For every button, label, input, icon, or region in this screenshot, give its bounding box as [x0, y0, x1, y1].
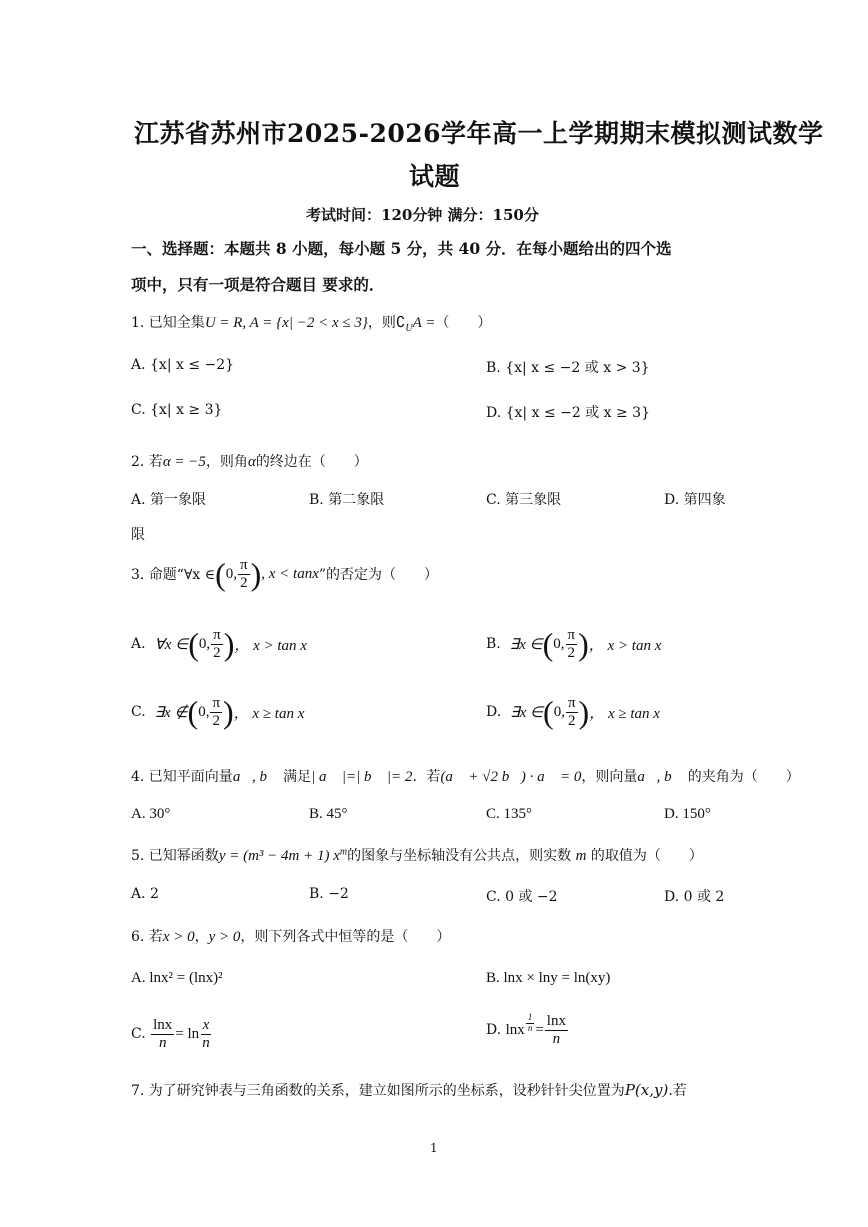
q7-point: P(x,y) [624, 1081, 669, 1099]
q1-math3: A = [412, 315, 436, 331]
q6-suffix: ，则下列各式中恒等的是（ ） [240, 929, 451, 945]
q3-d-quant: ∃x ∈ [510, 704, 544, 721]
q2-prefix: 2. 若 [131, 454, 163, 470]
q3-a-open: ( [188, 626, 199, 662]
question-2 [131, 451, 368, 471]
q3-frac-den: 2 [240, 574, 248, 591]
q6-prefix: 6. 若 [131, 929, 163, 945]
question-7 [131, 1080, 687, 1100]
q1-mid: ，则 [367, 315, 396, 331]
q7-suffix: .若 [668, 1083, 687, 1099]
q5-mid: 的图象与坐标轴没有公共点，则实数 [347, 848, 572, 864]
q1-prefix: 1. 已知全集 [131, 315, 205, 331]
q2-math2: α [247, 454, 256, 470]
q6-option-a: A. lnx² = (lnx)² [131, 970, 223, 986]
q5-option-c: C. 0 或 −2 [486, 889, 558, 905]
q3-b-open: ( [542, 626, 554, 662]
q4-dot-product: (a⃗ + √2 b⃗) · a⃗ = 0 [440, 769, 582, 785]
q1-option-d: D. {x| x ≤ −2 或 x ≥ 3} [486, 405, 651, 421]
q6-d-right-frac: $\frac{\ln x}{n}$ [546, 1013, 566, 1047]
q5-suffix: 的取值为（ ） [590, 848, 703, 864]
q6-c-eq: = ln [175, 1025, 200, 1042]
page-number: 1 [430, 1141, 438, 1155]
q6-option-c [131, 1017, 213, 1051]
q4-prefix: 4. 已知平面向量 [131, 769, 233, 785]
q2-suffix: 的终边在（ ） [255, 454, 368, 470]
q4-norms: | a⃗ |=| b⃗ |= 2 [311, 769, 413, 785]
q3-d-open: ( [543, 694, 554, 730]
q4-suffix: 的夹角为（ ） [687, 769, 800, 785]
q3-option-c: C. ∃x ∉ ( 0, $\frac{\pi}{2}$ ) ， x ≥ tan x [131, 694, 305, 730]
q3-d-close: ) [578, 694, 590, 730]
q3-frac-num: π [240, 557, 248, 573]
q3-d-label: D. [486, 704, 502, 720]
q5-option-d: D. 0 或 2 [664, 889, 725, 905]
q2-option-a: A. 第一象限 [131, 492, 207, 508]
q5-power-function: y = (m³ − 4m + 1) x [218, 848, 340, 864]
doc-title-line1: 江苏省苏州市2025-2026学年高一上学期期末模拟测试数学 [134, 119, 824, 148]
q6-d-label: D. [486, 1022, 502, 1038]
q2-mid: ，则角 [205, 454, 248, 470]
q6-cond-y: y > 0 [208, 929, 241, 945]
section-heading-line2: 项中，只有一项是符合题目 要求的． [131, 275, 385, 294]
q3-suffix: ”的否定为（ ） [318, 567, 439, 583]
q3-a-frac: $\frac{\pi}{2}$ [213, 627, 221, 661]
q2-option-c: C. 第三象限 [486, 492, 562, 508]
q3-interval-start: 0, [225, 565, 238, 582]
q3-a-label: A. [131, 636, 146, 652]
q3-open-paren: ( [215, 556, 226, 592]
q6-d-base: lnx [505, 1021, 525, 1038]
question-3 [131, 557, 438, 591]
question-5 [131, 845, 703, 865]
q3-option-a: A. ∀x ∈ ( 0, $\frac{\pi}{2}$ ) ， x > tan x [131, 626, 307, 662]
q6-d-eq: = [535, 1021, 544, 1038]
q3-c-open: ( [187, 694, 199, 730]
q6-cond-x: x > 0 [162, 929, 195, 945]
q6-mid: ， [194, 929, 209, 945]
q4-option-a: A. 30° [131, 806, 171, 822]
q1-complement: ∁ [395, 315, 406, 331]
q6-c-right-frac: $\frac{x}{n}$ [202, 1017, 210, 1051]
q4-option-d: D. 150° [664, 806, 711, 822]
question-1 [131, 312, 491, 334]
q4-vectors-2: a⃗, b⃗ [637, 769, 684, 785]
q1-complement-sub: U [405, 322, 413, 334]
section-heading-line1: 一、选择题：本题共 8 小题，每小题 5 分，共 40 分．在每小题给出的四个选 [131, 239, 672, 258]
q5-var: m [575, 848, 587, 864]
q4-mid2: ．若 [412, 769, 441, 785]
q4-option-b: B. 45° [309, 806, 348, 822]
q2-math: α = −5 [162, 454, 206, 470]
q2-option-b: B. 第二象限 [309, 492, 385, 508]
q1-option-b: B. {x| x ≤ −2 或 x > 3} [486, 360, 650, 376]
q1-option-c: C. {x| x ≥ 3} [131, 402, 223, 418]
q3-a-quant: ∀x ∈ [154, 636, 189, 653]
q5-option-a: A. 2 [131, 886, 159, 902]
q3-option-d: D. ∃x ∈ ( 0, $\frac{\pi}{2}$ ) ， x ≥ tan x [486, 694, 660, 730]
q3-c-frac: $\frac{\pi}{2}$ [212, 695, 221, 729]
q3-b-frac: $\frac{\pi}{2}$ [567, 627, 576, 661]
q3-b-quant: ∃x ∈ [509, 636, 543, 653]
q4-mid3: ，则向量 [581, 769, 638, 785]
q2-option-d-wrap: 限 [131, 527, 145, 543]
doc-title-line2: 试题 [409, 162, 461, 191]
q3-option-b: B. ∃x ∈ ( 0, $\frac{\pi}{2}$ ) ， x > tan x [486, 626, 662, 662]
q7-prefix: 7. 为了研究钟表与三角函数的关系，建立如图所示的坐标系，设秒针针尖位置为 [131, 1083, 625, 1099]
q5-exponent: m [339, 846, 348, 858]
q3-prefix: 3. 命题“∀x ∈ [131, 567, 216, 583]
q1-option-a: A. {x| x ≤ −2} [131, 357, 235, 373]
q3-d-tail: ， x ≥ tan x [589, 705, 660, 722]
q3-close-paren: ) [250, 556, 262, 592]
q2-option-d: D. 第四象 [664, 492, 726, 508]
q3-b-tail: ， x > tan x [588, 637, 662, 654]
q5-option-b: B. −2 [309, 886, 349, 902]
q6-d-exp-frac: $\frac{1}{n}$ [527, 1012, 533, 1033]
q3-c-quant: ∃x ∉ [154, 704, 188, 721]
q1-math: U = R, A = {x| −2 < x ≤ 3} [204, 315, 368, 331]
question-4 [131, 766, 800, 786]
q6-option-d [486, 1013, 569, 1047]
q3-mid: , x < tanx [261, 565, 319, 582]
q3-a-tail: ， x > tan x [234, 637, 307, 654]
q6-c-left-frac: $\frac{\ln x}{n}$ [153, 1017, 173, 1051]
q3-a-close: ) [223, 626, 235, 662]
q4-option-c: C. 135° [486, 806, 533, 822]
q1-suffix: （ ） [435, 315, 492, 331]
doc-subtitle: 考试时间：120分钟 满分：150分 [306, 206, 539, 224]
q6-c-label: C. [131, 1026, 146, 1042]
q4-mid: 满足 [283, 769, 312, 785]
q3-c-close: ) [223, 694, 234, 730]
question-6 [131, 926, 450, 946]
q3-d-frac: $\frac{\pi}{2}$ [567, 695, 576, 729]
q4-vectors: a⃗, b⃗ [232, 769, 279, 785]
q3-b-close: ) [578, 626, 589, 662]
q5-prefix: 5. 已知幂函数 [131, 848, 219, 864]
q3-fraction [238, 557, 250, 591]
q3-c-label: C. [131, 704, 146, 720]
q3-c-tail: ， x ≥ tan x [233, 705, 305, 722]
q6-option-b: B. lnx × lny = ln(xy) [486, 970, 611, 986]
q3-b-label: B. [486, 636, 501, 652]
